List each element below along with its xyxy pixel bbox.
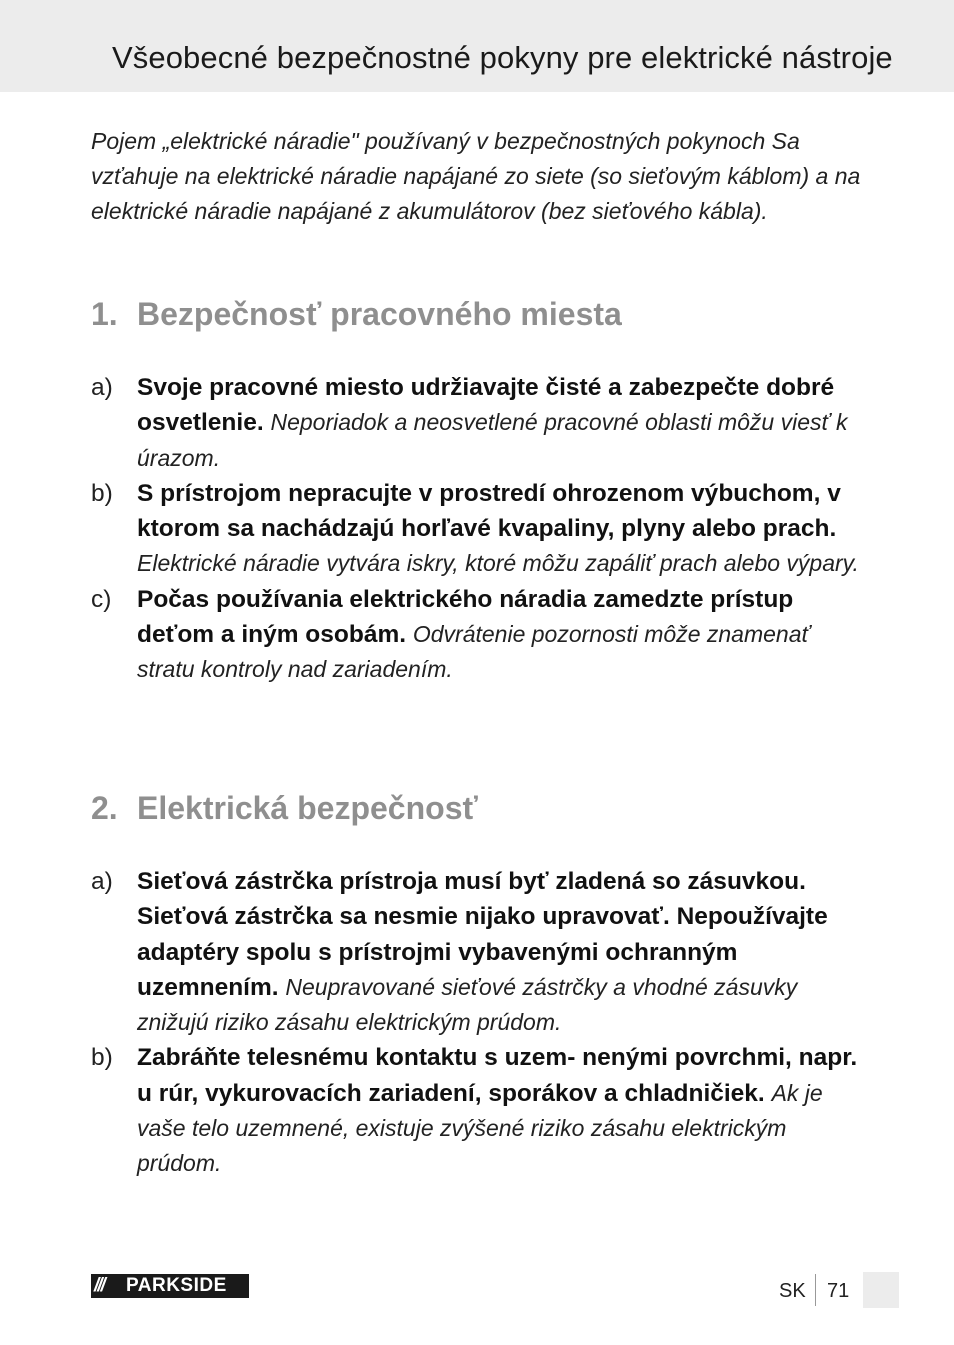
- list-item: [91, 476, 871, 582]
- section-heading-1: [91, 296, 622, 333]
- intro-paragraph: Pojem „elektrické náradie" používaný v bezpečnostných pokynoch Sa vzťahuje na elektrické náradie napájané zo siete (so sieťovým káblom) a na elektrické náradie napájané z akumulátorov (bez sieťového kábla).: [91, 128, 861, 224]
- item-instruction: Zabráňte telesnému kontaktu s uzem- nenými povrchmi, napr. u rúr, vykurovacích zariadení, sporákov a chladničiek.: [137, 1044, 858, 1107]
- logo-brand: PARKSIDE: [126, 1275, 227, 1296]
- parkside-logo: [91, 1274, 249, 1298]
- item-explanation: Elektrické náradie vytvára iskry, ktoré môžu zapáliť prach alebo výpary.: [137, 550, 859, 577]
- list-item: [91, 864, 871, 1040]
- item-instruction: S prístrojom nepracujte v prostredí ohrozenom výbuchom, v ktorom sa nachádzajú horľavé kvapaliny, plyny alebo prach.: [137, 479, 841, 543]
- page-number: 71: [827, 1280, 850, 1302]
- section-2-list: [91, 864, 871, 1182]
- item-explanation: Ak je vaše telo uzemnené, existuje zvýšené riziko zásahu elektrickým prúdom.: [137, 1079, 823, 1177]
- section-1-list: [91, 370, 871, 688]
- item-explanation: Odvrátenie pozornosti môže znamenať stratu kontroly nad zariadením.: [137, 621, 810, 683]
- list-item: [91, 370, 871, 476]
- item-instruction: Sieťová zástrčka prístroja musí byť zladená so zásuvkou. Sieťová zástrčka sa nesmie nijako upravovať. Nepoužívajte adaptéry spolu s prístrojmi vybavenými ochranným uzemnením.: [137, 868, 828, 1001]
- item-instruction: Svoje pracovné miesto udržiavajte čisté a zabezpečte dobré osvetlenie.: [137, 374, 835, 437]
- item-explanation: Neporiadok a neosvetlené pracovné oblasti môžu viesť k úrazom.: [137, 409, 848, 471]
- section-number: 2.: [91, 790, 118, 826]
- item-letter: b): [91, 1044, 113, 1072]
- section-number: 1.: [91, 296, 118, 332]
- item-instruction: Počas používania elektrického náradia zamedzte prístup deťom a iným osobám.: [137, 585, 794, 649]
- page-tab-marker: [863, 1272, 899, 1308]
- page-title: Všeobecné bezpečnostné pokyny pre elektrické nástroje: [112, 40, 893, 75]
- list-item: [91, 1040, 871, 1181]
- item-explanation: Neupravované sieťové zástrčky a vhodné zásuvky znižujú riziko zásahu elektrickým prúdom.: [137, 973, 798, 1036]
- language-code: SK: [779, 1280, 806, 1302]
- list-item: [91, 582, 871, 688]
- section-heading-2: [91, 790, 478, 827]
- footer-divider: [815, 1274, 816, 1306]
- item-letter: b): [91, 479, 113, 507]
- item-letter: a): [91, 868, 113, 895]
- item-letter: a): [91, 374, 113, 401]
- logo-slashes: ///: [94, 1275, 104, 1296]
- section-title: Elektrická bezpečnosť: [137, 790, 478, 826]
- section-title: Bezpečnosť pracovného miesta: [137, 296, 622, 332]
- item-letter: c): [91, 585, 112, 613]
- header-band: [0, 0, 954, 92]
